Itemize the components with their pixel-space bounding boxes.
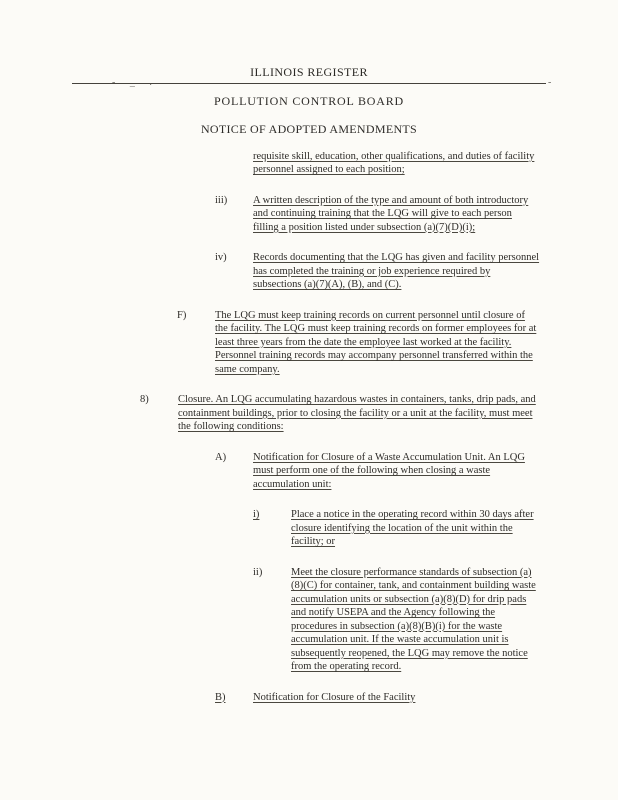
item-label: A) [215, 451, 227, 463]
item-label: 8) [140, 394, 149, 405]
paragraph-continuation [253, 150, 540, 177]
item-text: The LQG must keep training records on current personnel until closure of the facility. The LQG must keep training records on former employees for at least three years from the date the employee last worked at the facility. Personnel training records may accompany personnel transferred within the same company. [215, 309, 537, 375]
list-item-iii [215, 194, 540, 235]
paragraph-text: requisite skill, education, other qualifications, and duties of facility personnel assigned to each position; [253, 150, 535, 175]
list-item-ii [253, 566, 540, 674]
item-text: A written description of the type and amount of both introductory and continuing training that the LQG will give to each person filling a position listed under subsection (a)(7)(D)(i); [253, 194, 529, 233]
register-title: ILLINOIS REGISTER [250, 65, 368, 79]
item-label: ii) [253, 566, 263, 578]
document-body [0, 150, 618, 705]
item-text: Place a notice in the operating record within 30 days after closure identifying the location of the unit within the facility; or [291, 509, 534, 547]
list-item-F [177, 309, 540, 377]
list-item-iv [215, 251, 540, 292]
item-label: iii) [215, 194, 228, 206]
item-text: Records documenting that the LQG has given and facility personnel has completed the training or job experience required by subsections (a)(7)(A), (B), and (C). [253, 252, 540, 290]
item-label: iv) [215, 252, 227, 263]
item-text: Notification for Closure of the Facility [253, 691, 416, 703]
list-item-8 [140, 393, 540, 434]
board-title: POLLUTION CONTROL BOARD [214, 93, 404, 108]
item-text: Meet the closure performance standards of subsection (a)(8)(C) for container, tank, and containment building waste accumulation units or subsection (a)(8)(D) for drip pads and notify USEPA and the Agency following the procedures in subsection (a)(8)(B)(i) for the waste accumulation unit. If the waste accumulation unit is subsequently reopened, the LQG may remove the notice from the operating record. [291, 566, 536, 672]
item-label: F) [177, 309, 187, 321]
list-item-A [215, 451, 540, 492]
item-text: Notification for Closure of a Waste Accumulation Unit. An LQG must perform one of the following when closing a waste accumulation unit: [253, 451, 525, 490]
scan-artifact-left: - _ . [112, 77, 158, 88]
scan-artifact-right: - [548, 77, 552, 88]
notice-title: NOTICE OF ADOPTED AMENDMENTS [200, 122, 418, 136]
item-label: i) [253, 509, 260, 520]
item-text: Closure. An LQG accumulating hazardous wastes in containers, tanks, drip pads, and containment buildings, prior to closing the facility or a unit at the facility, must meet the following conditions: [178, 394, 536, 432]
item-label: B) [215, 691, 226, 703]
list-item-B [215, 691, 540, 705]
list-item-i [253, 508, 540, 549]
